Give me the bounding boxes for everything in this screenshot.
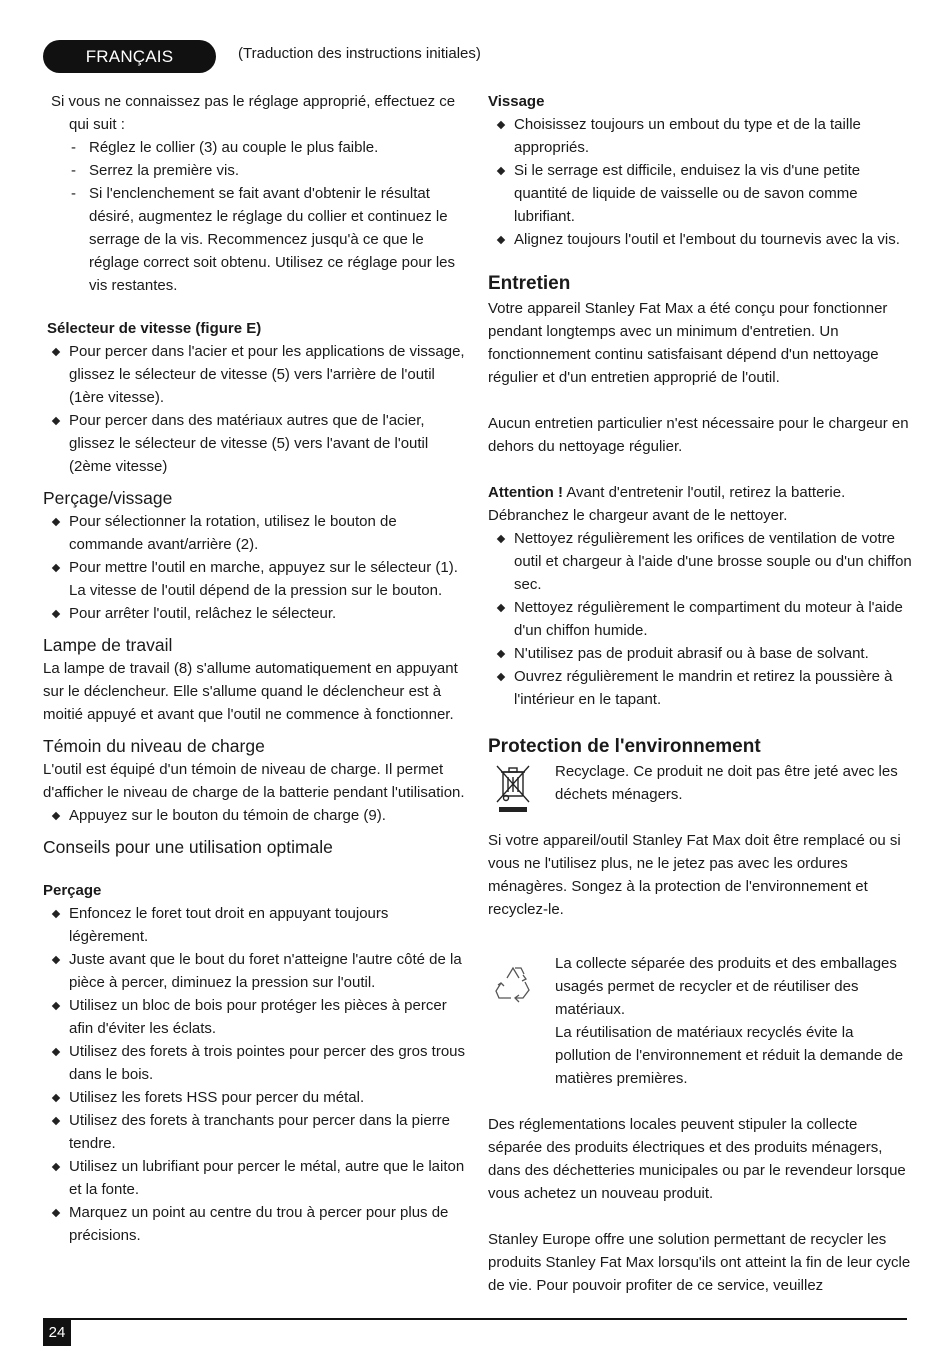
- vissage-list: [488, 113, 913, 251]
- list-item: Marquez un point au centre du trou à percer pour plus de précisions.: [43, 1201, 468, 1247]
- list-item: Choisissez toujours un embout du type et de la taille appropriés.: [488, 113, 913, 159]
- maintenance-heading: Entretien: [488, 273, 571, 294]
- attention-label: Attention !: [488, 484, 563, 501]
- charger-maintenance-text: Aucun entretien particulier n'est nécessaire pour le chargeur en dehors du nettoyage régulier.: [488, 415, 909, 455]
- charge-indicator-list: [43, 804, 468, 827]
- percage-heading: Perçage: [43, 882, 102, 899]
- list-item: Utilisez des forets à trois pointes pour percer des gros trous dans le bois.: [43, 1040, 468, 1086]
- translation-note: (Traduction des instructions initiales): [238, 45, 481, 62]
- attention-body: Avant d'entretenir l'outil, retirez la batterie. Débranchez le chargeur avant de le nettoyer.: [488, 484, 846, 524]
- list-item: Pour sélectionner la rotation, utilisez le bouton de commande avant/arrière (2).: [43, 510, 468, 556]
- list-item: N'utilisez pas de produit abrasif ou à base de solvant.: [488, 642, 913, 665]
- intro-step: - Si l'enclenchement se fait avant d'obtenir le résultat désiré, augmentez le réglage du collier et continuez le serrage de la vis. Recommencez jusqu'à ce que le réglage correct soit obtenu. Utilisez ce réglage pour les vis restantes.: [43, 182, 468, 297]
- list-item: Juste avant que le bout du foret n'atteigne l'autre côté de la pièce à percer, diminuez la pression sur l'outil.: [43, 948, 468, 994]
- list-item: Nettoyez régulièrement les orifices de ventilation de votre outil et chargeur à l'aide d'une brosse souple ou d'un chiffon sec.: [488, 527, 913, 596]
- footer-rule: [43, 1318, 907, 1320]
- list-item: Pour mettre l'outil en marche, appuyez sur le sélecteur (1). La vitesse de l'outil dépend de la pression sur le bouton.: [43, 556, 468, 602]
- intro-step: - Réglez le collier (3) au couple le plus faible.: [43, 136, 468, 159]
- charge-indicator-text: L'outil est équipé d'un témoin de niveau de charge. Il permet d'afficher le niveau de charge de la batterie pendant l'utilisation.: [43, 761, 465, 801]
- list-item: Pour arrêter l'outil, relâchez le sélecteur.: [43, 602, 468, 625]
- maintenance-list: [488, 527, 913, 711]
- charge-indicator-heading: Témoin du niveau de charge: [43, 736, 265, 756]
- list-item: Utilisez un bloc de bois pour protéger les pièces à percer afin d'éviter les éclats.: [43, 994, 468, 1040]
- list-item: Alignez toujours l'outil et l'embout du tournevis avec la vis.: [488, 228, 913, 251]
- recycling-text: Recyclage. Ce produit ne doit pas être jeté avec les déchets ménagers.: [555, 763, 898, 803]
- intro-steps: [43, 136, 468, 297]
- crossed-out-wheelie-bin-icon: [493, 762, 533, 816]
- speed-selector-heading: Sélecteur de vitesse (figure E): [47, 320, 262, 337]
- regulations-text: Des réglementations locales peuvent stipuler la collecte séparée des produits électriques et des produits ménagers, dans des déchetteries municipales ou par le revendeur lorsque vous achetez un nouveau produit.: [488, 1116, 906, 1202]
- attention-text: [488, 481, 913, 527]
- list-item: Pour percer dans l'acier et pour les applications de vissage, glissez le sélecteur de vitesse (5) vers l'arrière de l'outil (1ère vitesse).: [43, 340, 468, 409]
- vissage-heading: Vissage: [488, 93, 545, 110]
- list-item: Si le serrage est difficile, enduisez la vis d'une petite quantité de liquide de vaisselle ou de savon comme lubrifiant.: [488, 159, 913, 228]
- percage-list: [43, 902, 468, 1247]
- list-item: Pour percer dans des matériaux autres que de l'acier, glissez le sélecteur de vitesse (5) vers l'avant de l'outil (2ème vitesse): [43, 409, 468, 478]
- collection-text-1: La collecte séparée des produits et des emballages usagés permet de recycler et de réutiliser des matériaux.: [555, 955, 897, 1018]
- list-item: Utilisez les forets HSS pour percer du métal.: [43, 1086, 468, 1109]
- drilling-screwing-list: [43, 510, 468, 625]
- separate-collection-notice: [488, 952, 913, 1090]
- speed-selector-list: [43, 340, 468, 478]
- drilling-screwing-heading: Perçage/vissage: [43, 488, 173, 508]
- right-column: [488, 90, 913, 1297]
- intro-text: Si vous ne connaissez pas le réglage approprié, effectuez ce qui suit :: [51, 93, 456, 133]
- left-column: [43, 90, 468, 1247]
- work-light-heading: Lampe de travail: [43, 635, 173, 655]
- intro-step: - Serrez la première vis.: [43, 159, 468, 182]
- language-badge: FRANÇAIS: [43, 40, 216, 73]
- list-item: Utilisez des forets à tranchants pour percer dans la pierre tendre.: [43, 1109, 468, 1155]
- replacement-text: Si votre appareil/outil Stanley Fat Max doit être remplacé ou si vous ne l'utilisez plus, ne le jetez pas avec les ordures ménagères. Songez à la protection de l'environnement et recyclez-le.: [488, 832, 901, 918]
- list-item: Utilisez un lubrifiant pour percer le métal, autre que le laiton et la fonte.: [43, 1155, 468, 1201]
- list-item: Nettoyez régulièrement le compartiment du moteur à l'aide d'un chiffon humide.: [488, 596, 913, 642]
- maintenance-text: Votre appareil Stanley Fat Max a été conçu pour fonctionner pendant longtemps avec un minimum d'entretien. Un fonctionnement continu satisfaisant dépend d'un nettoyage régulier et d'un entretien approprié de l'outil.: [488, 300, 888, 386]
- environment-heading: Protection de l'environnement: [488, 736, 761, 757]
- recycle-icon: [493, 962, 533, 1016]
- work-light-text: La lampe de travail (8) s'allume automatiquement en appuyant sur le déclencheur. Elle s'allume quand le déclencheur est à moitié appuyé et avant que l'outil ne commence à fonctionner.: [43, 660, 458, 723]
- recycling-notice: [488, 760, 913, 806]
- list-item: Appuyez sur le bouton du témoin de charge (9).: [43, 804, 468, 827]
- collection-text-2: La réutilisation de matériaux recyclés évite la pollution de l'environnement et réduit la demande de matières premières.: [555, 1024, 904, 1087]
- stanley-recycling-text: Stanley Europe offre une solution permettant de recycler les produits Stanley Fat Max lorsqu'ils ont atteint la fin de leur cycle de vie. Pour pouvoir profiter de ce service, veuillez: [488, 1231, 911, 1294]
- tips-heading: Conseils pour une utilisation optimale: [43, 837, 333, 857]
- list-item: Ouvrez régulièrement le mandrin et retirez la poussière à l'intérieur en le tapant.: [488, 665, 913, 711]
- list-item: Enfoncez le foret tout droit en appuyant toujours légèrement.: [43, 902, 468, 948]
- page-number: 24: [43, 1320, 71, 1346]
